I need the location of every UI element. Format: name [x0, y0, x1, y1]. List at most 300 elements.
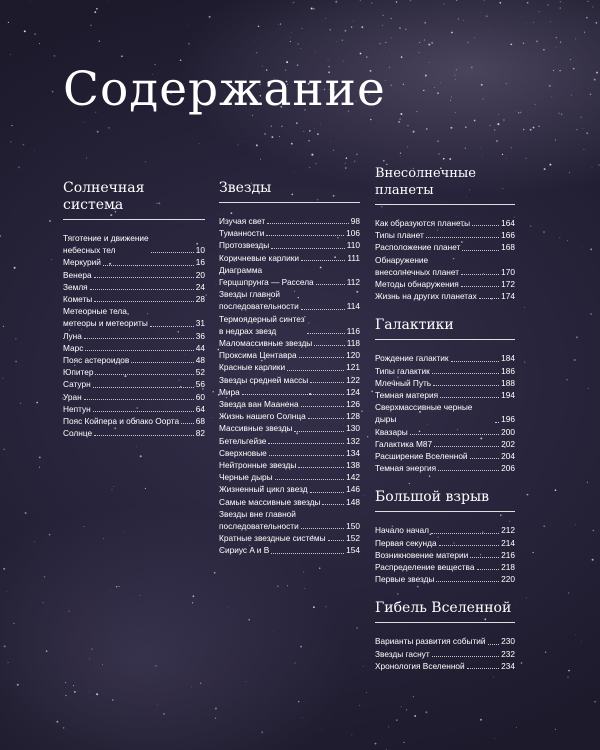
page-title: Содержание [63, 62, 386, 117]
star [34, 541, 35, 542]
star [426, 711, 428, 713]
toc-entry-page-number: 172 [501, 279, 515, 290]
star [536, 40, 538, 42]
star [401, 56, 403, 58]
star [34, 33, 35, 34]
star [483, 98, 484, 99]
star [192, 602, 193, 603]
star [569, 172, 570, 173]
star [593, 530, 595, 532]
toc-entry-page-number: 152 [346, 533, 360, 544]
star [573, 68, 575, 70]
star [309, 167, 310, 168]
star [112, 489, 113, 490]
toc-entry-label: Звезды главной последовательности [219, 289, 299, 312]
toc-entry-label: Возникновение материи [375, 549, 469, 560]
star [371, 3, 372, 4]
star [431, 42, 433, 44]
star [523, 43, 524, 44]
star [237, 144, 238, 145]
star [496, 140, 498, 142]
star [215, 718, 216, 719]
dot-leader [242, 394, 344, 395]
toc-entry-page-number: 126 [346, 399, 360, 410]
dot-leader [310, 382, 344, 383]
star [474, 120, 476, 122]
star [302, 28, 303, 29]
star [502, 154, 503, 155]
star [65, 695, 66, 696]
star [455, 79, 456, 80]
toc-entry-label: Массивные звезды [219, 423, 293, 434]
toc-list [219, 215, 360, 557]
toc-entry-label: Метеорные тела, метеоры и метеориты [63, 306, 148, 329]
dot-leader [470, 458, 500, 459]
toc-entry-page-number: 196 [501, 414, 515, 425]
toc-entry [219, 398, 360, 410]
toc-entry-page-number: 220 [501, 574, 515, 585]
dot-leader [467, 668, 499, 669]
toc-entry-page-number: 200 [501, 426, 515, 437]
dot-leader [103, 265, 194, 266]
star [524, 307, 525, 308]
star [437, 92, 439, 94]
toc-entry [219, 313, 360, 337]
toc-entry [63, 366, 205, 378]
toc-section-exoplanets [375, 165, 515, 302]
star [329, 29, 331, 31]
star [467, 42, 468, 43]
star [382, 15, 383, 16]
toc-entry-page-number: 150 [346, 521, 360, 532]
star [437, 140, 439, 142]
star [360, 0, 361, 1]
star [146, 646, 147, 647]
toc-entry-page-number: 31 [195, 318, 205, 329]
toc-entry-label: Венера [63, 269, 92, 280]
star [14, 267, 16, 269]
star [363, 495, 364, 496]
star [400, 156, 401, 157]
star [211, 417, 212, 418]
star [518, 112, 519, 113]
dot-leader [271, 248, 345, 249]
toc-entry [375, 278, 515, 290]
star [313, 8, 315, 10]
section-title: Звезды [219, 180, 360, 203]
star [575, 634, 576, 635]
star [291, 32, 292, 33]
star [356, 154, 357, 155]
toc-entry-page-number: 56 [195, 379, 205, 390]
star [213, 391, 214, 392]
toc-entry-label: Первые звезды [375, 574, 435, 585]
star [428, 44, 430, 46]
dot-leader [269, 455, 344, 456]
star [145, 161, 146, 162]
star [366, 56, 367, 57]
star [534, 104, 535, 105]
dot-leader [268, 443, 344, 444]
star [63, 727, 65, 729]
toc-entry [219, 459, 360, 471]
star [352, 735, 353, 736]
toc-entry-label: Изучая свет [219, 216, 266, 226]
dot-leader [436, 581, 499, 582]
star [116, 586, 117, 587]
star [497, 123, 499, 125]
dot-leader [461, 286, 499, 287]
star [119, 586, 120, 587]
toc-entry-page-number: 146 [346, 484, 360, 495]
star [102, 664, 103, 665]
star [389, 67, 390, 68]
toc-entry-page-number: 142 [346, 472, 360, 483]
star [2, 378, 3, 379]
toc-entry-label: Звезды вне главной последовательности [219, 508, 299, 532]
star [424, 39, 426, 41]
toc-column-3 [375, 165, 515, 687]
star [322, 729, 323, 730]
star [205, 294, 206, 295]
toc-entry-page-number: 170 [501, 266, 515, 277]
star [576, 129, 577, 130]
dot-leader [479, 298, 499, 299]
toc-entry-page-number: 122 [346, 374, 360, 385]
star [4, 145, 5, 146]
star [279, 136, 280, 137]
toc-entry [375, 660, 515, 672]
star [438, 153, 439, 154]
star [345, 163, 346, 164]
star [73, 685, 74, 686]
star [291, 143, 293, 145]
star [11, 125, 12, 126]
star [242, 141, 243, 142]
star [510, 44, 512, 46]
toc-entry [375, 561, 515, 573]
dot-leader [440, 397, 499, 398]
star [51, 259, 52, 260]
star [83, 122, 84, 123]
star [209, 16, 211, 18]
dot-leader [267, 223, 349, 224]
toc-entry-page-number: 24 [195, 281, 205, 292]
dot-leader [94, 435, 194, 436]
toc-entry-label: Термоядерный синтез в недрах звезд [219, 313, 305, 336]
toc-section-end-of-universe [375, 600, 515, 672]
toc-entry-label: Туманности [219, 228, 265, 239]
toc-column-1 [63, 180, 205, 454]
toc-entry [375, 438, 515, 450]
dot-leader [328, 540, 345, 541]
star [426, 128, 427, 129]
star [7, 662, 8, 663]
dot-leader [151, 252, 194, 253]
star [543, 525, 545, 527]
star [559, 237, 560, 238]
dot-leader [426, 237, 499, 238]
star [359, 705, 360, 706]
star [30, 2, 31, 3]
dot-leader [310, 492, 345, 493]
toc-entry-page-number: 166 [501, 230, 515, 241]
toc-entry-page-number: 138 [346, 460, 360, 471]
star [549, 164, 551, 166]
toc-entry-page-number: 36 [195, 330, 205, 341]
star [314, 128, 315, 129]
dot-leader [271, 553, 344, 554]
toc-entry [63, 281, 205, 293]
star [99, 40, 100, 41]
star [90, 25, 91, 26]
star [15, 338, 16, 339]
star [65, 682, 66, 683]
star [107, 2, 108, 3]
section-title: Галактики [375, 317, 515, 340]
section-title: Внесолнечные планеты [375, 165, 515, 205]
star [3, 326, 4, 327]
toc-entry-page-number: 120 [346, 350, 360, 361]
toc-entry-page-number: 121 [346, 362, 360, 373]
star [450, 127, 452, 129]
star [44, 576, 46, 578]
toc-entry-label: Кометы [63, 294, 93, 305]
toc-entry [63, 330, 205, 342]
toc-entry-label: Солнце [63, 428, 93, 439]
toc-entry [219, 288, 360, 312]
star [503, 119, 505, 121]
star [193, 595, 195, 597]
toc-entry [219, 544, 360, 556]
star [309, 130, 311, 132]
toc-entry-label: Нептун [63, 403, 91, 414]
star [352, 21, 353, 22]
dot-leader [307, 333, 345, 334]
star [353, 170, 354, 171]
star [398, 121, 400, 123]
star [121, 55, 123, 57]
toc-entry-page-number: 212 [501, 525, 515, 536]
toc-entry-label: Юпитер [63, 367, 94, 378]
star [273, 631, 274, 632]
star [389, 48, 390, 49]
toc-entry [219, 227, 360, 239]
star [294, 662, 295, 663]
star [555, 729, 556, 730]
toc-entry-label: Сириус A и B [219, 545, 270, 556]
toc-entry-page-number: 16 [195, 257, 205, 268]
star [455, 75, 456, 76]
star [34, 150, 35, 151]
toc-entry-page-number: 68 [195, 416, 205, 427]
star [590, 248, 592, 250]
star [561, 114, 562, 115]
star [86, 157, 87, 158]
star [511, 147, 513, 149]
star [3, 449, 4, 450]
toc-section-stars [219, 180, 360, 557]
toc-entry-label: Бетельгейзе [219, 435, 267, 446]
star [490, 125, 491, 126]
star [317, 133, 319, 135]
star [465, 148, 466, 149]
toc-entry-label: Уран [63, 391, 82, 402]
star [254, 41, 255, 42]
star [360, 53, 362, 55]
toc-entry-page-number: 154 [346, 545, 360, 556]
toc-entry [63, 415, 205, 427]
star [586, 132, 588, 134]
dot-leader [301, 406, 345, 407]
star [484, 0, 485, 1]
star [403, 84, 404, 85]
star [180, 59, 182, 61]
toc-entry [219, 508, 360, 532]
star [525, 158, 527, 160]
toc-entry-page-number: 114 [346, 301, 360, 312]
star [39, 467, 40, 468]
star [471, 66, 473, 68]
star [545, 652, 546, 653]
dot-leader [495, 422, 499, 423]
toc-entry [375, 377, 515, 389]
toc-entry-label: Звезда ван Маанена [219, 399, 299, 410]
star [271, 136, 273, 138]
star [556, 47, 557, 48]
star [227, 607, 228, 608]
star [568, 592, 569, 593]
star [17, 684, 19, 686]
star [297, 43, 299, 45]
toc-entry [375, 365, 515, 377]
dot-leader [94, 301, 194, 302]
star [480, 12, 481, 13]
toc-entry-label: Луна [63, 330, 82, 341]
toc-entry [63, 232, 205, 256]
toc-entry-label: Жизненный цикл звезд [219, 484, 308, 495]
star [474, 37, 475, 38]
toc-entry [63, 354, 205, 366]
toc-entry [375, 549, 515, 561]
star [280, 24, 281, 25]
star [296, 122, 297, 123]
dot-leader [287, 370, 344, 371]
star [123, 531, 124, 532]
toc-entry-label: Хронология Вселенной [375, 660, 465, 671]
star [382, 25, 383, 26]
star [530, 129, 532, 131]
dot-leader [294, 431, 344, 432]
star [400, 153, 401, 154]
star [39, 456, 41, 458]
toc-entry-page-number: 234 [501, 660, 515, 671]
star [507, 158, 508, 159]
toc-entry [219, 215, 360, 227]
star [216, 285, 217, 286]
toc-entry [219, 435, 360, 447]
toc-entry-label: Тяготение и движение небесных тел [63, 233, 149, 256]
toc-entry-page-number: 111 [347, 252, 360, 263]
star [74, 691, 76, 693]
star [588, 388, 589, 389]
star [574, 359, 576, 361]
toc-entry [375, 217, 515, 229]
toc-entry [63, 342, 205, 354]
toc-entry [219, 337, 360, 349]
toc-entry-label: Диаграмма Герцшпрунга — Рассела [219, 264, 314, 288]
star [8, 22, 9, 23]
toc-entry [219, 471, 360, 483]
star [53, 55, 55, 57]
toc-column-2 [219, 180, 360, 572]
star [46, 650, 48, 652]
star [298, 701, 299, 702]
toc-entry [219, 496, 360, 508]
toc-entry-page-number: 118 [346, 338, 360, 349]
star [547, 4, 548, 5]
toc-entry [219, 264, 360, 288]
star [281, 125, 283, 127]
star [287, 585, 288, 586]
toc-entry-page-number: 204 [501, 451, 515, 462]
star [581, 641, 582, 642]
star [560, 41, 561, 42]
star [465, 126, 467, 128]
star [89, 691, 90, 692]
dot-leader [131, 362, 193, 363]
star [22, 144, 24, 146]
star [413, 131, 415, 133]
dot-leader [410, 434, 499, 435]
toc-entry [375, 401, 515, 425]
toc-entry [219, 239, 360, 251]
star [303, 131, 304, 132]
star [260, 159, 261, 160]
star [315, 51, 316, 52]
star [6, 591, 7, 592]
star [10, 54, 11, 55]
toc-entry-label: Квазары [375, 426, 408, 437]
star [594, 701, 595, 702]
star [39, 43, 40, 44]
toc-entry-page-number: 148 [346, 496, 360, 507]
star [586, 17, 587, 18]
star [582, 128, 583, 129]
star [414, 715, 416, 717]
star [558, 112, 560, 114]
toc-entry-label: Методы обнаружения [375, 279, 459, 290]
star [567, 379, 568, 380]
star [140, 595, 141, 596]
toc-entry [219, 532, 360, 544]
star [256, 52, 257, 53]
toc-entry-label: Темная энергия [375, 463, 437, 474]
toc-entry [63, 403, 205, 415]
toc-entry-label: Обнаружение внесолнечных планет [375, 254, 460, 277]
dot-leader [438, 470, 499, 471]
dot-leader [301, 309, 345, 310]
star [383, 160, 385, 162]
star [544, 168, 546, 170]
star [450, 100, 451, 101]
section-title: Большой взрыв [375, 489, 515, 512]
toc-entry-label: Протозвезды [219, 240, 270, 251]
star [140, 455, 142, 457]
star [18, 166, 20, 168]
star [567, 240, 568, 241]
toc-entry [375, 648, 515, 660]
